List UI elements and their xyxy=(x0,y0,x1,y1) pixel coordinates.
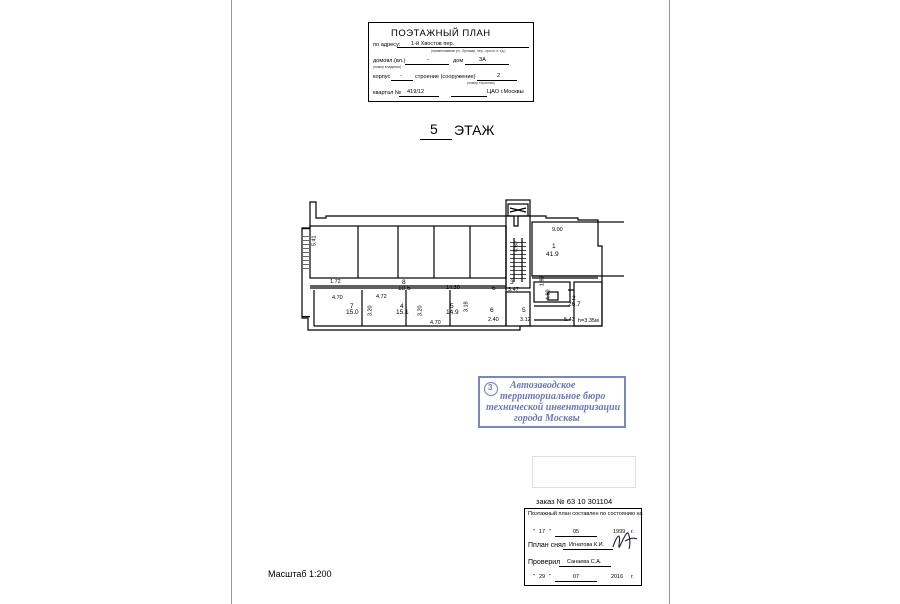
room-7-number: 7 xyxy=(350,303,354,310)
kvartal-label: квартал № xyxy=(373,90,401,96)
address-label: по адресу: xyxy=(373,42,401,48)
korpus-label: корпус xyxy=(373,74,391,80)
room-3-number: 3 xyxy=(510,279,514,286)
room-4-number: 4 xyxy=(400,303,404,310)
dim-14-30: 14.30 xyxy=(446,285,460,291)
faint-stamp-box xyxy=(532,456,636,488)
floor-number: 5 xyxy=(430,121,438,137)
room-8-number: 8 xyxy=(402,279,406,286)
checked-name: Санаева С.А. xyxy=(567,559,602,565)
room-1-number: 1 xyxy=(552,243,556,250)
korpus-value: - xyxy=(400,73,402,79)
taken-name: Игнатова К.И. xyxy=(569,542,605,548)
inventory-stamp xyxy=(478,376,626,428)
domovl-value: - xyxy=(427,57,429,63)
order-number: заказ № 63 10 301104 xyxy=(536,497,613,506)
dim-4-72: 4.72 xyxy=(376,294,387,300)
room-6-number: 6 xyxy=(492,285,496,292)
dim-3-20b: 3.20 xyxy=(417,305,424,317)
dim-5-43: 5.43 xyxy=(564,317,575,323)
room-5b-number: 5 xyxy=(522,307,526,314)
date1-suffix: г. xyxy=(631,529,634,535)
district-value: ЦАО г.Москвы xyxy=(487,89,524,95)
room-4-area: 15.1 xyxy=(396,309,409,316)
state-text: Поэтажный план составлен по состоянию на xyxy=(528,511,643,517)
dim-4-70a: 4.70 xyxy=(332,295,343,301)
dim-5-41: 5.41 xyxy=(311,235,318,247)
address-note: (наименование ул., бульвар, пер., просп. и т.д.) xyxy=(431,49,506,53)
room-7-area: 15.0 xyxy=(346,309,359,316)
date1-year: 1999 xyxy=(613,529,626,535)
date2-year: 2016 xyxy=(611,574,624,580)
dim-4-80: 4.80 xyxy=(545,289,552,301)
dim-4-60: 4.60 xyxy=(513,241,520,253)
dim-1-97: 1.97 xyxy=(539,275,546,287)
domovl-label: домовл.(вл.) xyxy=(373,58,406,64)
stamp-line-2: территориальное бюро xyxy=(500,391,606,402)
room-3-area: 3.47 xyxy=(508,287,519,293)
signature-block: Поэтажный план составлен по состоянию на " 17 " 05 1999 г. Пплан снял Игнатова К.И. Проверил Санаева С.А. " 29 " 07 2016 г. xyxy=(524,508,642,586)
dim-3-20a: 3.20 xyxy=(367,305,374,317)
dim-9-00: 9.00 xyxy=(552,227,563,233)
room-8-area: 18.6 xyxy=(398,285,411,292)
taken-label: Пплан снял xyxy=(528,542,566,549)
date2-day: 29 xyxy=(539,574,546,580)
room-6b-area: 2.40 xyxy=(488,317,499,323)
date2-month: 07 xyxy=(573,574,580,580)
dim-1-72: 1.72 xyxy=(330,279,341,285)
address-value: 1-й Хвостов пер. xyxy=(411,41,455,47)
room-2-area: 26.7 xyxy=(568,301,581,308)
domovl-note: (номер владения) xyxy=(373,65,402,69)
stamp-line-3: технической инвентаризации xyxy=(486,402,621,413)
date1-month: 05 xyxy=(573,529,580,535)
stroenie-label: строение (сооружение) xyxy=(415,74,476,80)
dom-label: дом xyxy=(453,58,464,64)
room-5-number: 5 xyxy=(450,303,454,310)
kvartal-value: 419/12 xyxy=(407,89,425,95)
stamp-line-1: Автозаводское xyxy=(510,380,576,391)
dim-3-18: 3.18 xyxy=(463,301,470,313)
dom-value: 3А xyxy=(479,57,486,63)
ceiling-height: h=3.35м xyxy=(578,318,599,324)
room-5b-area: 3.12 xyxy=(520,317,531,323)
room-2-number: 2 xyxy=(572,295,576,302)
floor-label: ЭТАЖ xyxy=(454,122,495,138)
stroenie-note: (номер строения) xyxy=(467,81,495,85)
scale-label: Масштаб 1:200 xyxy=(268,569,332,579)
stroenie-value: 2 xyxy=(497,73,501,79)
dim-4-70b: 4.70 xyxy=(430,320,441,326)
room-6b-number: 6 xyxy=(490,307,494,314)
document-sheet xyxy=(231,0,670,604)
room-5-area: 14.9 xyxy=(446,309,459,316)
plan-title: ПОЭТАЖНЫЙ ПЛАН xyxy=(391,28,491,39)
handwritten-signature xyxy=(609,527,639,557)
date2-suffix: г. xyxy=(631,574,634,580)
room-1-area: 41.9 xyxy=(546,251,559,258)
date1-day: 17 xyxy=(539,529,546,535)
title-block xyxy=(368,22,534,102)
stamp-line-4: города Москвы xyxy=(514,413,580,424)
stamp-number: 3 xyxy=(488,383,493,392)
checked-label: Проверил xyxy=(528,559,561,566)
